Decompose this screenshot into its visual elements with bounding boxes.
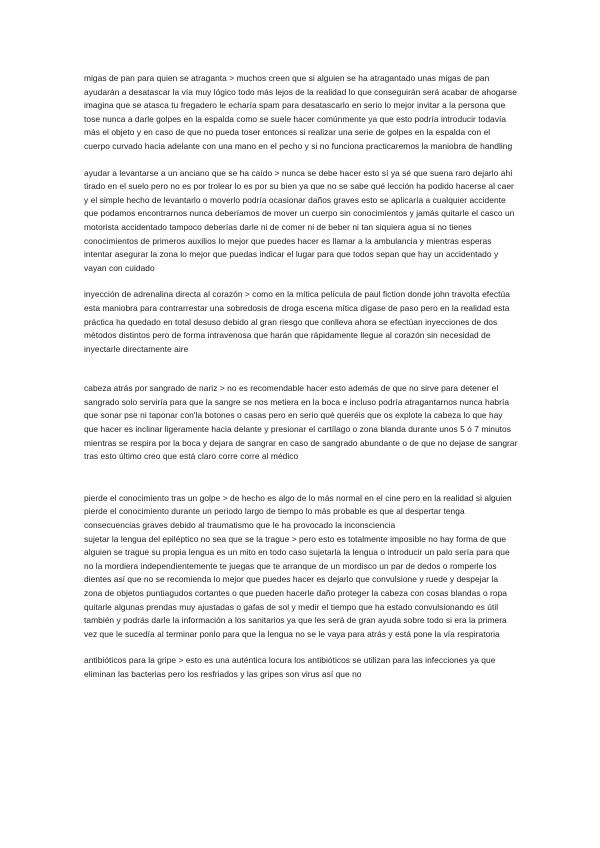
paragraph-anciano-caido: ayudar a levantarse a un anciano que se ha caído > nunca se debe hacer esto sí ya sé que suena raro dejarlo ahí tirado en el suelo pero no es por trolear lo es por su bien ya que no se sabe qué lección ha podido hacerse al caer y el simple hecho de levantarlo o moverlo podría ocasionar daños graves esto se aplicaría a cualquier accidente que podamos encontrarnos nunca deberíamos de mover un cuerpo sin conocimientos y jamás quitarle el casco un motorista accidentado tampoco deberías darle ni de comer ni de beber ni tan siquiera agua si no tienes conocimientos de primeros auxilios lo mejor que puedes hacer es llamar a la ambulancia y mientras esperas intentar asegurar la zona lo mejor que puedas indicar el lugar para que todos sepan que hay un accidentado y vayan con cuidado [84, 167, 515, 273]
paragraph-epileptico: sujetar la lengua del epiléptico no sea que se la trague > pero esto es totalmente imposible no hay forma de que alguien se trague su propia lengua es un mito en todo caso sujetarla la lengua o introducir un palo sería para que no la mordiera independientemente te juegas que te arranque de un mordisco un par de dedos o romperle los dientes así que no se recomienda lo mejor que puedes hacer es dejarlo que convulsione y ruede y despejar la zona de objetos puntiagudos cortantes o que pueden hacerle daño proteger la cabeza con cosas blandas o ropa quitarle algunas prendas muy ajustadas o gafas de sol y medir el tiempo que ha estado convulsionando es útil también y podrás darle la información a los sanitarios ya que les será de gran ayuda sobre todo si era la primera vez que le sucedía al terminar ponlo para que la lengua no se le vaya para atrás y está pone la vía respiratoria [84, 533, 510, 639]
document-body [84, 72, 518, 682]
paragraph-gap [84, 464, 518, 492]
paragraph-pierde-conocimiento: pierde el conocimiento tras un golpe > de hecho es algo de lo más normal en el cine pero en la realidad si alguien pierde el conocimiento durante un periodo largo de tiempo lo más probable es que al despertar tenga consecuencias graves debido al traumatismo que le ha provocado la inconsciencia [84, 492, 512, 531]
paragraph-gap [84, 641, 518, 654]
paragraph-sangrado-nariz: cabeza atrás por sangrado de nariz > no es recomendable hacer esto además de que no sirve para detener el sangrado solo serviría para que la sangre se nos metiera en la boca e incluso podría atragantarnos nunca habría que sonar pse ni taponar con'la botones o casas pero en serio qué queréis que os explote la cabeza lo que hay que hacer es inclinar ligeramente hacia delante y presionar el cartílago o zona blanda durante unos 5 ó 7 minutos mientras se respira por la boca y dejara de sangrar en caso de sangrado abundante o de que no dejase de sangrar tras esto último creo que está claro corre corre al médico [84, 383, 518, 462]
paragraph-antibioticos: antibióticos para la gripe > esto es una auténtica locura los antibióticos se utilizan para las infecciones ya que eliminan las bacterias pero los resfriados y las gripes son virus así que no [84, 655, 496, 679]
paragraph-gap [84, 356, 518, 382]
paragraph-gap [84, 154, 518, 167]
paragraph-adrenalina: inyección de adrenalina directa al corazón > como en la mítica película de paul fiction donde john travolta efectúa esta maniobra para contrarrestar una sobredosis de droga escena mítica dígase de paso pero en la realidad esta práctica ha quedado en total desuso debido al gran riesgo que conlleva ahora se efectúan inyecciones de dos métodos distintos pero de forma intravenosa que harán que rápidamente llegue al corazón sin necesidad de inyectarle directamente aire [84, 289, 510, 354]
paragraph-migas-de-pan: migas de pan para quien se atraganta > muchos creen que si alguien se ha atragantado unas migas de pan ayudarán a desatascar la vía muy lógico todo más lejos de la realidad lo que conseguirán será acabar de ahogarse imagina que se atasca tu fregadero le echaría spam para desatascarlo en serio lo mejor invitar a la persona que tose nunca a darle golpes en la espalda como se suele hacer comúnmente ya que esto podría introducir todavía más el objeto y en caso de que no pueda toser entonces si realizar una serie de golpes en la espalda con el cuerpo curvado hacia adelante con una mano en el pecho y si no funciona practicaremos la maniobra de handling [84, 73, 517, 151]
paragraph-gap [84, 275, 518, 288]
